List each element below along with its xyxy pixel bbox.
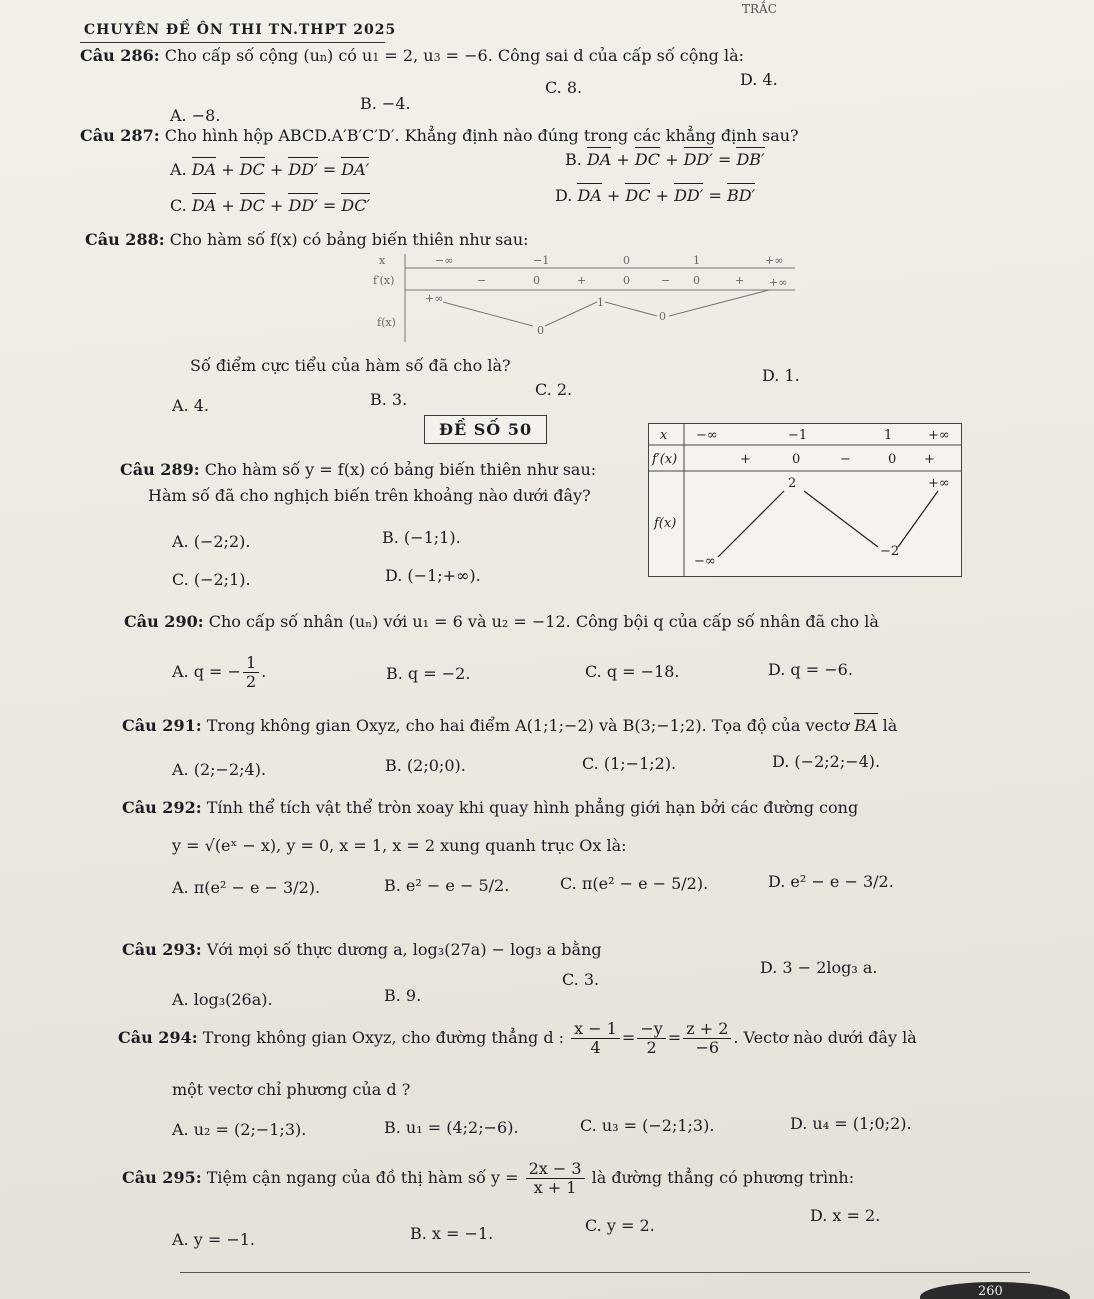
- q289-option-d[interactable]: D. (−1;+∞).: [385, 566, 481, 585]
- svg-text:2: 2: [788, 476, 797, 491]
- q290-option-c[interactable]: C. q = −18.: [585, 662, 680, 681]
- svg-text:0: 0: [533, 274, 540, 287]
- q293-stem: Câu 293: Với mọi số thực dương a, log₃(27a) − log₃ a bằng: [122, 940, 602, 959]
- svg-text:x: x: [660, 428, 668, 443]
- q289-option-c[interactable]: C. (−2;1).: [172, 570, 251, 589]
- svg-text:+: +: [740, 452, 751, 467]
- q293-label: Câu 293:: [122, 940, 202, 959]
- q292-option-a[interactable]: A. π(e² − e − 3/2).: [172, 878, 321, 897]
- header-underline: [80, 42, 385, 43]
- q288-question: Số điểm cực tiểu của hàm số đã cho là?: [190, 356, 511, 375]
- q295-option-c[interactable]: C. y = 2.: [585, 1216, 655, 1235]
- q292-line2: y = √(eˣ − x), y = 0, x = 1, x = 2 xung quanh trục Ox là:: [172, 836, 627, 855]
- q289-stem: Câu 289: Cho hàm số y = f(x) có bảng biến thiên như sau:: [120, 460, 597, 479]
- q288-stem: Câu 288: Cho hàm số f(x) có bảng biến thiên như sau:: [85, 230, 529, 249]
- q294-option-b[interactable]: B. u₁ = (4;2;−6).: [384, 1118, 519, 1137]
- q289-option-a[interactable]: A. (−2;2).: [172, 532, 251, 551]
- q290-stem: Câu 290: Cho cấp số nhân (uₙ) với u₁ = 6 và u₂ = −12. Công bội q của cấp số nhân đã cho là: [124, 612, 879, 631]
- q288-option-b[interactable]: B. 3.: [370, 390, 408, 409]
- q289-option-b[interactable]: B. (−1;1).: [382, 528, 461, 547]
- q290-option-a[interactable]: A. q = − $\frac{1}{2}$ .: [172, 653, 267, 691]
- svg-text:0: 0: [693, 274, 700, 287]
- q295-stem: Câu 295: Tiệm cận ngang của đồ thị hàm số y = $\frac{2x - 3}{x + 1}$ là đường thẳng có phương trình:: [122, 1159, 855, 1197]
- svg-text:+∞: +∞: [425, 292, 444, 305]
- top-right-fragment: TRẮC: [742, 2, 777, 16]
- q288-f-label: f(x): [377, 316, 396, 329]
- svg-text:−1: −1: [533, 254, 550, 267]
- svg-text:1: 1: [693, 254, 700, 267]
- q288-label: Câu 288:: [85, 230, 165, 249]
- q295-label: Câu 295:: [122, 1168, 202, 1187]
- svg-text:0: 0: [888, 452, 897, 467]
- q288-option-a[interactable]: A. 4.: [172, 396, 209, 415]
- q287-stem: Câu 287: Cho hình hộp ABCD.A′B′C′D′. Khẳng định nào đúng trong các khẳng định sau?: [80, 126, 799, 145]
- q295-option-b[interactable]: B. x = −1.: [410, 1224, 494, 1243]
- q287-option-b[interactable]: B. DA + DC + DD′ = DB′: [565, 150, 765, 169]
- q286-label: Câu 286:: [80, 46, 160, 65]
- svg-text:f(x): f(x): [654, 516, 677, 531]
- q295-option-a[interactable]: A. y = −1.: [172, 1230, 256, 1249]
- svg-text:−∞: −∞: [696, 428, 718, 443]
- q293-option-b[interactable]: B. 9.: [384, 986, 422, 1005]
- q291-option-a[interactable]: A. (2;−2;4).: [172, 760, 267, 779]
- svg-text:+: +: [577, 274, 587, 287]
- q286-stem: Câu 286: Cho cấp số cộng (un) có u1 = 2, u3 = −6. Công sai d của cấp số cộng là:: [80, 46, 745, 65]
- q288-option-d[interactable]: D. 1.: [762, 366, 800, 385]
- q287-option-a[interactable]: A. DA + DC + DD′ = DA′: [170, 160, 370, 179]
- q293-option-d[interactable]: D. 3 − 2log₃ a.: [760, 958, 878, 977]
- svg-text:0: 0: [537, 324, 544, 337]
- q289-label: Câu 289:: [120, 460, 200, 479]
- q287-option-c[interactable]: C. DA + DC + DD′ = DC′: [170, 196, 371, 215]
- svg-text:+: +: [735, 274, 745, 287]
- footer-rule: [180, 1272, 1030, 1273]
- section-title: ĐỀ SỐ 50: [424, 415, 547, 444]
- series-header: CHUYÊN ĐỀ ÔN THI TN.THPT 2025: [84, 22, 397, 38]
- q292-option-d[interactable]: D. e² − e − 3/2.: [768, 872, 894, 891]
- q290-label: Câu 290:: [124, 612, 204, 631]
- q287-option-d[interactable]: D. DA + DC + DD′ = BD′: [555, 186, 756, 205]
- svg-text:0: 0: [623, 274, 630, 287]
- q289-question: Hàm số đã cho nghịch biến trên khoảng nào dưới đây?: [148, 486, 591, 505]
- svg-text:0: 0: [659, 310, 666, 323]
- q295-option-d[interactable]: D. x = 2.: [810, 1206, 881, 1225]
- q288-fprime-label: f′(x): [373, 274, 395, 287]
- q289-variation-table: [648, 423, 963, 578]
- q294-line2: một vectơ chỉ phương của d ?: [172, 1080, 411, 1099]
- vector-ba: BA: [854, 716, 878, 735]
- q288-option-c[interactable]: C. 2.: [535, 380, 573, 399]
- svg-text:+∞: +∞: [765, 254, 784, 267]
- q290-option-b[interactable]: B. q = −2.: [386, 664, 471, 683]
- q294-option-c[interactable]: C. u₃ = (−2;1;3).: [580, 1116, 715, 1135]
- q292-option-b[interactable]: B. e² − e − 5/2.: [384, 876, 510, 895]
- q291-option-b[interactable]: B. (2;0;0).: [385, 756, 466, 775]
- page-number: 260: [978, 1284, 1003, 1299]
- q294-label: Câu 294:: [118, 1028, 198, 1047]
- q292-option-c[interactable]: C. π(e² − e − 5/2).: [560, 874, 709, 893]
- q293-option-c[interactable]: C. 3.: [562, 970, 600, 989]
- q286-option-a[interactable]: A. −8.: [170, 106, 221, 125]
- svg-text:+: +: [924, 452, 935, 467]
- q286-option-c[interactable]: C. 8.: [545, 78, 583, 97]
- q294-option-d[interactable]: D. u₄ = (1;0;2).: [790, 1114, 912, 1133]
- svg-text:−: −: [840, 452, 851, 467]
- svg-text:+∞: +∞: [928, 476, 950, 491]
- q291-option-d[interactable]: D. (−2;2;−4).: [772, 752, 881, 771]
- svg-text:1: 1: [884, 428, 893, 443]
- svg-text:1: 1: [597, 296, 604, 309]
- q287-label: Câu 287:: [80, 126, 160, 145]
- svg-text:−: −: [661, 274, 671, 287]
- svg-text:0: 0: [792, 452, 801, 467]
- svg-text:−∞: −∞: [694, 554, 716, 569]
- svg-text:f′(x): f′(x): [652, 452, 678, 467]
- q294-stem: Câu 294: Trong không gian Oxyz, cho đường thẳng d : $\frac{x - 1}{4}$ = $\frac{-y}{2}$ = $\frac{z + 2}{-6}$ . Vectơ nào dưới đây là: [118, 1019, 917, 1057]
- svg-text:−∞: −∞: [435, 254, 454, 267]
- q291-label: Câu 291:: [122, 716, 202, 735]
- svg-text:−1: −1: [788, 428, 808, 443]
- q294-option-a[interactable]: A. u₂ = (2;−1;3).: [172, 1120, 307, 1139]
- q292-stem: Câu 292: Tính thể tích vật thể tròn xoay khi quay hình phẳng giới hạn bởi các đường cong: [122, 798, 859, 817]
- q286-option-d[interactable]: D. 4.: [740, 70, 778, 89]
- svg-text:+∞: +∞: [769, 276, 788, 289]
- q293-option-a[interactable]: A. log₃(26a).: [172, 990, 273, 1009]
- q286-option-b[interactable]: B. −4.: [360, 94, 411, 113]
- svg-text:+∞: +∞: [928, 428, 950, 443]
- q291-option-c[interactable]: C. (1;−1;2).: [582, 754, 677, 773]
- q290-option-d[interactable]: D. q = −6.: [768, 660, 853, 679]
- svg-text:−: −: [477, 274, 487, 287]
- q292-label: Câu 292:: [122, 798, 202, 817]
- q291-stem: Câu 291: Trong không gian Oxyz, cho hai điểm A(1;1;−2) và B(3;−1;2). Tọa độ của vectơ BA là: [122, 716, 898, 735]
- q288-variation-table: [365, 246, 805, 346]
- svg-text:0: 0: [623, 254, 630, 267]
- svg-text:−2: −2: [880, 544, 900, 559]
- q288-x-label: x: [379, 254, 386, 267]
